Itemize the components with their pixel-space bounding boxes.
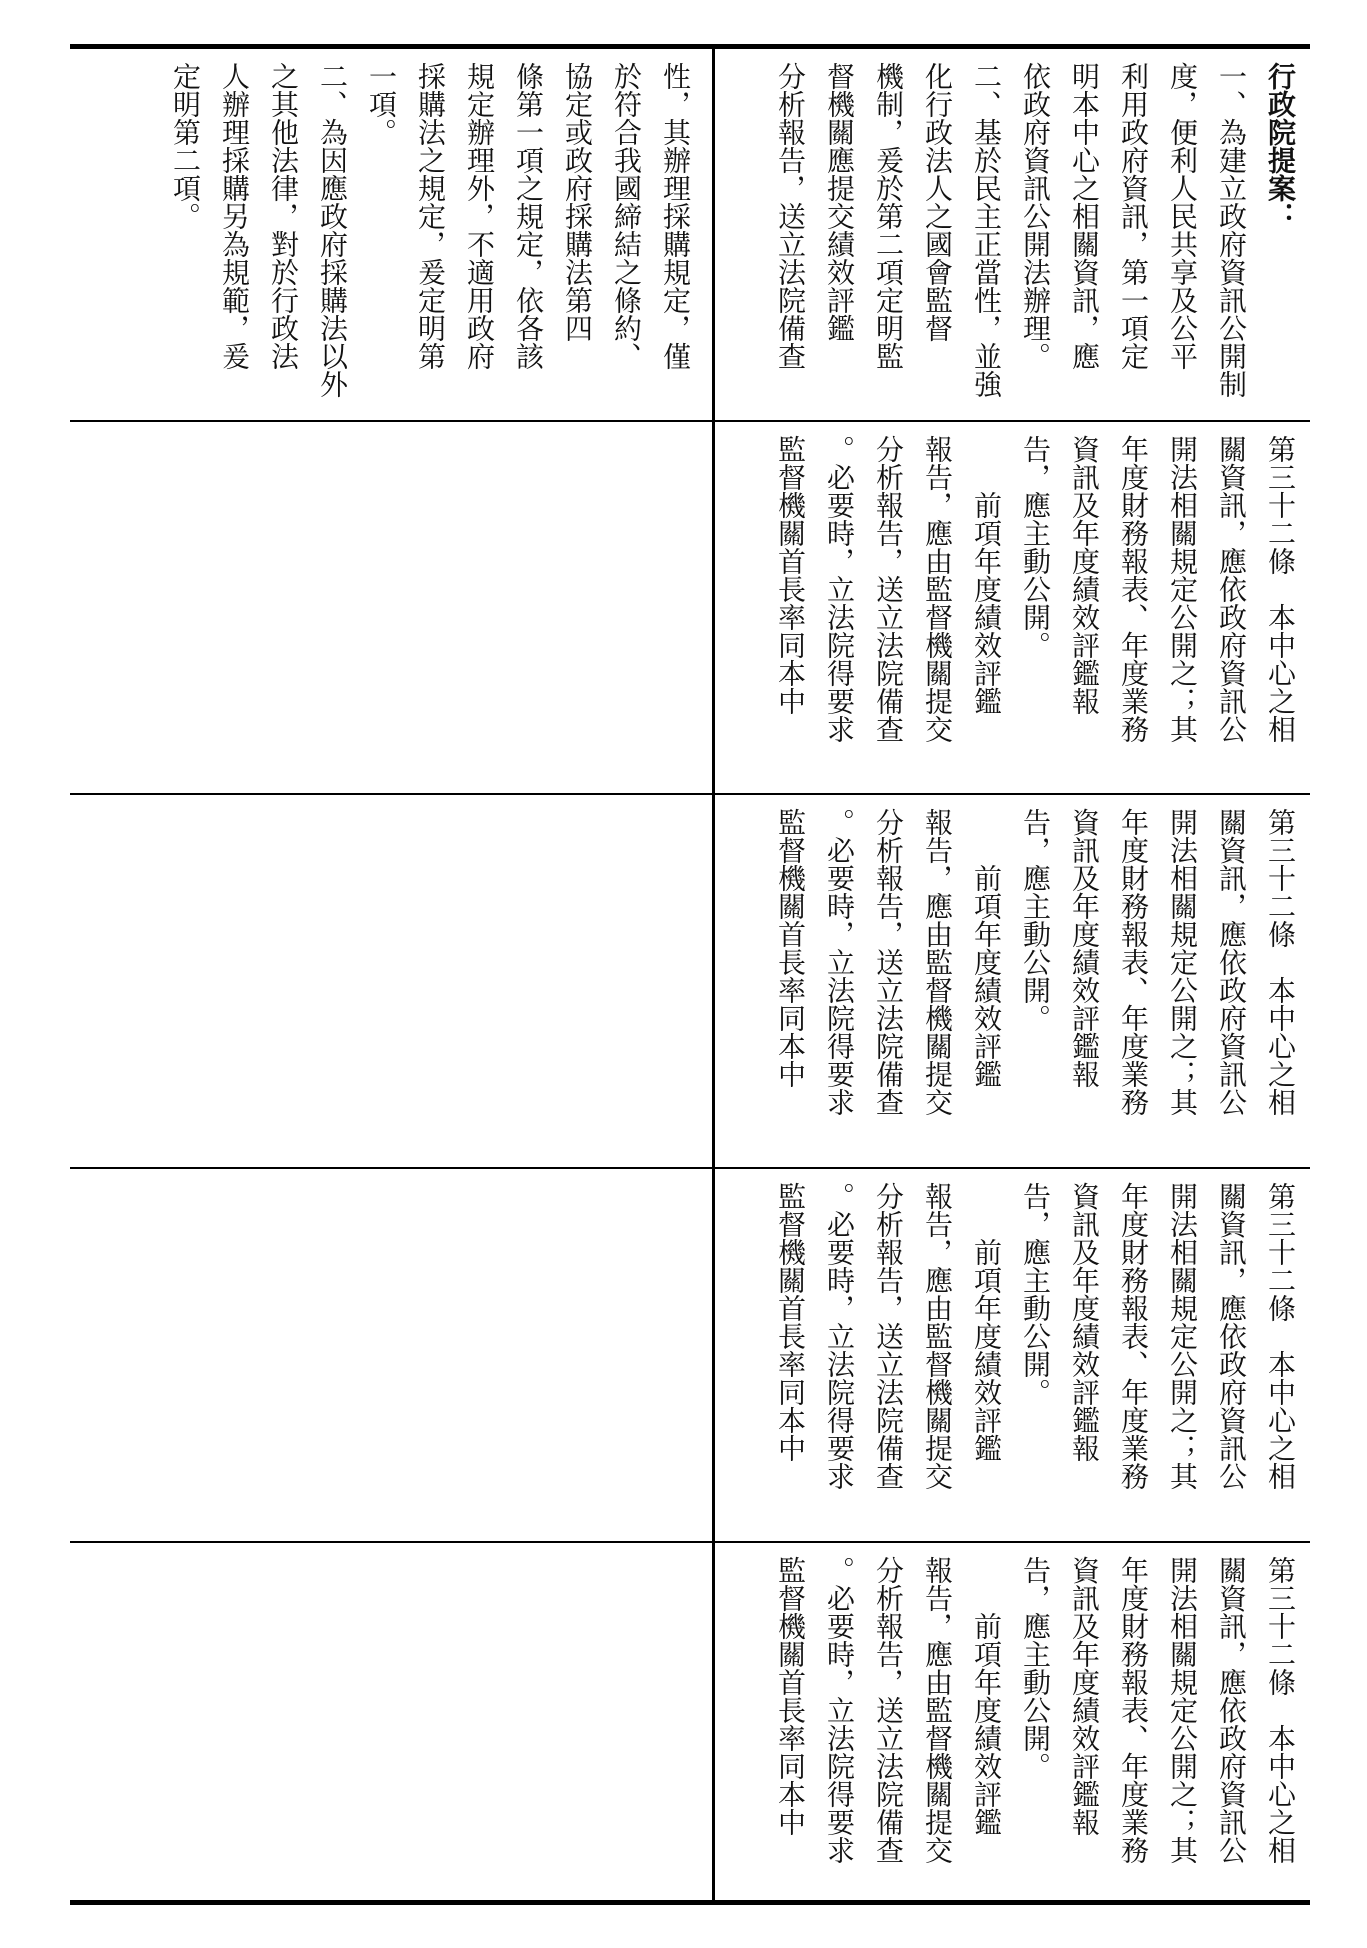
text-line: 監督機關首長率同本中 <box>774 1556 807 1836</box>
text-line: 關資訊，應依政府資訊公 <box>1215 808 1248 1116</box>
text-line: 一、為建立政府資訊公開制 <box>1215 62 1248 398</box>
text-line: 分析報告，送立法院備查 <box>774 62 807 370</box>
column-divider <box>712 44 715 1905</box>
text-line: 性，其辦理採購規定，僅 <box>659 62 692 370</box>
text-line: 報告，應由監督機關提交 <box>921 1556 954 1864</box>
text-line: 關資訊，應依政府資訊公 <box>1215 435 1248 743</box>
text-line: 機制，爰於第二項定明監 <box>872 62 905 370</box>
article-cell-2 <box>725 808 1305 1158</box>
text-line: 定明第二項。 <box>169 62 202 230</box>
proposal-cell <box>725 62 1305 412</box>
text-line: 條第一項之規定，依各該 <box>512 62 545 370</box>
text-line: 資訊及年度績效評鑑報 <box>1068 808 1101 1088</box>
bottom-border <box>70 1900 1310 1905</box>
text-line: 前項年度績效評鑑 <box>970 435 1003 715</box>
text-line: 於符合我國締結之條約、 <box>610 62 643 370</box>
text-line: 年度財務報表、年度業務 <box>1117 1556 1150 1864</box>
text-line: 前項年度績效評鑑 <box>970 808 1003 1088</box>
text-line: 採購法之規定，爰定明第 <box>414 62 447 370</box>
text-line: 報告，應由監督機關提交 <box>921 1182 954 1490</box>
text-line: 開法相關規定公開之；其 <box>1166 808 1199 1116</box>
article-text <box>766 808 1305 1158</box>
row-divider-1 <box>70 420 1310 422</box>
text-line: 。必要時，立法院得要求 <box>823 435 856 743</box>
text-line: 度，便利人民共享及公平 <box>1166 62 1199 370</box>
article-text <box>766 1182 1305 1532</box>
text-line: 監督機關首長率同本中 <box>774 808 807 1088</box>
text-line: 人辦理採購另為規範，爰 <box>218 62 251 370</box>
text-line: 分析報告，送立法院備查 <box>872 1556 905 1864</box>
text-line: 年度財務報表、年度業務 <box>1117 1182 1150 1490</box>
explanation-cell <box>80 62 700 412</box>
article-cell-1 <box>725 435 1305 785</box>
text-line: 。必要時，立法院得要求 <box>823 1182 856 1490</box>
text-line: 告，應主動公開。 <box>1019 1556 1052 1780</box>
text-line: 。必要時，立法院得要求 <box>823 1556 856 1864</box>
text-line: 之其他法律，對於行政法 <box>267 62 300 370</box>
text-line: 報告，應由監督機關提交 <box>921 808 954 1116</box>
text-line: 關資訊，應依政府資訊公 <box>1215 1182 1248 1490</box>
text-line: 一項。 <box>365 62 398 146</box>
text-line: 開法相關規定公開之；其 <box>1166 1556 1199 1864</box>
text-line: 二、為因應政府採購法以外 <box>316 62 349 398</box>
text-line: 年度財務報表、年度業務 <box>1117 435 1150 743</box>
text-line: 監督機關首長率同本中 <box>774 435 807 715</box>
text-line: 報告，應由監督機關提交 <box>921 435 954 743</box>
text-line: 告，應主動公開。 <box>1019 435 1052 659</box>
text-line: 督機關應提交績效評鑑 <box>823 62 856 342</box>
row-divider-2 <box>70 793 1310 795</box>
text-line: 第三十二條 本中心之相 <box>1264 808 1297 1116</box>
text-line: 第三十二條 本中心之相 <box>1264 1182 1297 1490</box>
text-line: 分析報告，送立法院備查 <box>872 1182 905 1490</box>
row-divider-3 <box>70 1167 1310 1169</box>
text-line: 利用政府資訊，第一項定 <box>1117 62 1150 370</box>
text-line: 年度財務報表、年度業務 <box>1117 808 1150 1116</box>
text-line: 二、基於民主正當性，並強 <box>970 62 1003 398</box>
explanation-text <box>161 62 700 412</box>
article-cell-3 <box>725 1182 1305 1532</box>
text-line: 資訊及年度績效評鑑報 <box>1068 1556 1101 1836</box>
text-line: 資訊及年度績效評鑑報 <box>1068 1182 1101 1462</box>
text-line: 規定辦理外，不適用政府 <box>463 62 496 370</box>
text-line: 關資訊，應依政府資訊公 <box>1215 1556 1248 1864</box>
text-line: 資訊及年度績效評鑑報 <box>1068 435 1101 715</box>
proposal-text <box>766 62 1305 412</box>
text-line: 協定或政府採購法第四 <box>561 62 594 342</box>
text-line: 分析報告，送立法院備查 <box>872 435 905 743</box>
text-line: 第三十二條 本中心之相 <box>1264 435 1297 743</box>
text-line: 告，應主動公開。 <box>1019 1182 1052 1406</box>
text-line: 開法相關規定公開之；其 <box>1166 1182 1199 1490</box>
text-line: 分析報告，送立法院備查 <box>872 808 905 1116</box>
text-line: 開法相關規定公開之；其 <box>1166 435 1199 743</box>
text-line: 監督機關首長率同本中 <box>774 1182 807 1462</box>
proposal-heading: 行政院提案： <box>1264 62 1297 230</box>
top-border <box>70 44 1310 49</box>
article-cell-4 <box>725 1556 1305 1891</box>
article-text <box>766 1556 1305 1891</box>
article-text <box>766 435 1305 785</box>
text-line: 依政府資訊公開法辦理。 <box>1019 62 1052 370</box>
text-line: 前項年度績效評鑑 <box>970 1182 1003 1462</box>
text-line: 告，應主動公開。 <box>1019 808 1052 1032</box>
text-line: 前項年度績效評鑑 <box>970 1556 1003 1836</box>
row-divider-4 <box>70 1541 1310 1543</box>
text-line: 明本中心之相關資訊，應 <box>1068 62 1101 370</box>
text-line: 。必要時，立法院得要求 <box>823 808 856 1116</box>
text-line: 第三十二條 本中心之相 <box>1264 1556 1297 1864</box>
text-line: 化行政法人之國會監督 <box>921 62 954 342</box>
